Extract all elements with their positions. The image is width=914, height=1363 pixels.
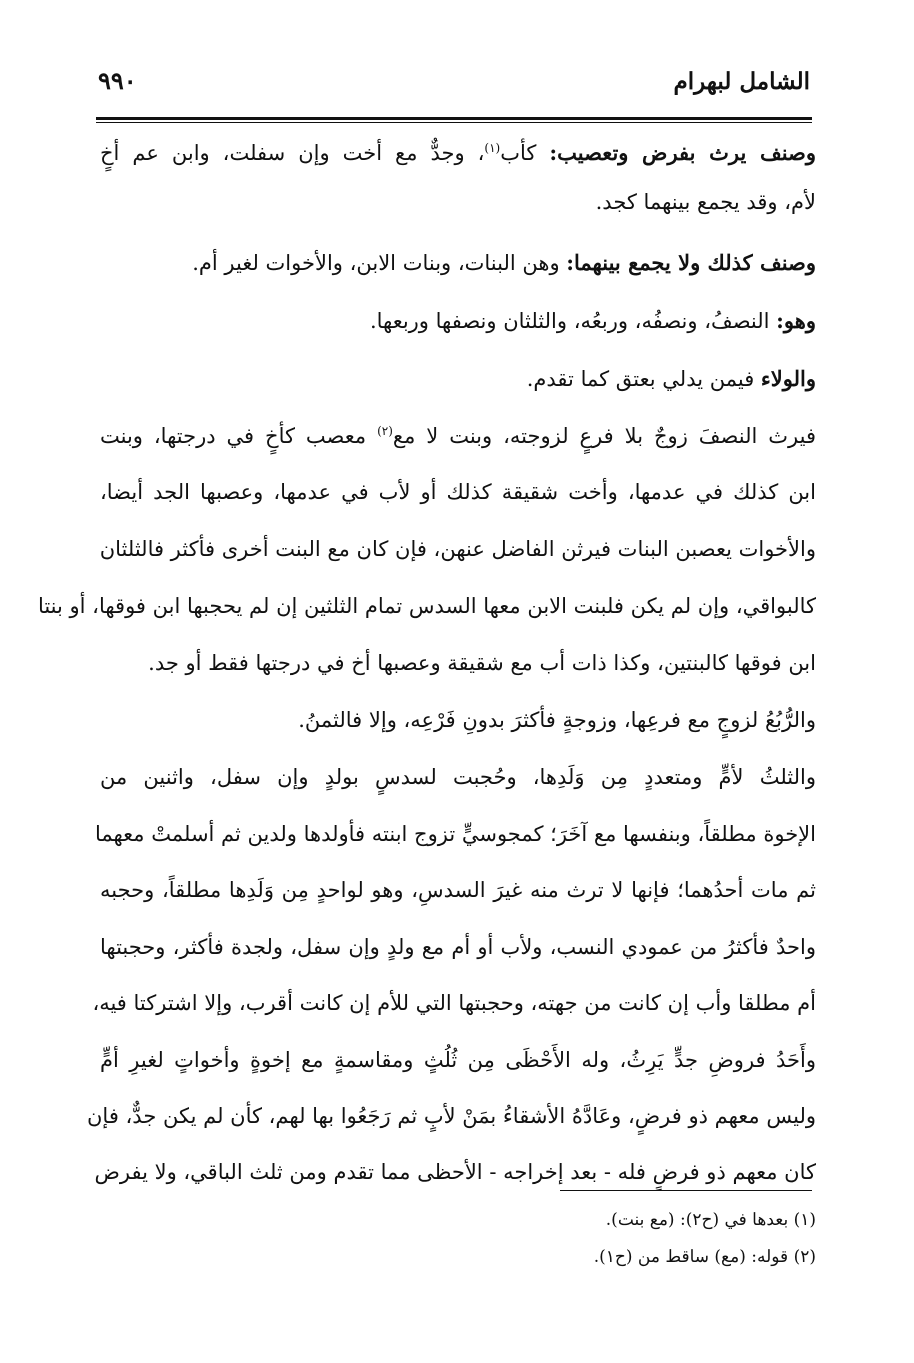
line-text: معصب كأخٍ في درجتها، وبنت bbox=[100, 424, 378, 448]
line-text: والرُّبُعُ لزوجٍ مع فرعِها، وزوجةٍ فأكثرَ بدونِ فَرْعِه، وإلا فالثمنُ. bbox=[298, 708, 816, 732]
bold-lead-in: والولاء bbox=[760, 366, 816, 391]
body-line bbox=[100, 1050, 816, 1071]
line-text: وهن البنات، وبنات الابن، والأخوات لغير أم. bbox=[192, 251, 567, 275]
body-line bbox=[100, 767, 816, 788]
header-rule-thin bbox=[96, 122, 812, 123]
line-text: الإخوة مطلقاً، وبنفسها مع آخَرَ؛ كمجوسيٍّ تزوج ابنته فأولدها ولدين ثم أسلمتْ معهما bbox=[94, 822, 816, 846]
line-text: ، وجدٌّ مع أخت وإن سفلت، وابن عم أخٍ bbox=[100, 141, 485, 165]
line-text: والثلثُ لأمٍّ ومتعددٍ مِن وَلَدِها، وحُجبت لسدسٍ بولدٍ وإن سفل، واثنين من bbox=[100, 765, 816, 789]
bold-lead-in: وصنف يرث بفرض وتعصيب: bbox=[549, 140, 817, 165]
line-text: كان معهم ذو فرضٍ فله - بعد إخراجه - الأحظى مما تقدم ومن ثلث الباقي، ولا يفرض bbox=[94, 1160, 816, 1184]
body-line bbox=[100, 425, 816, 447]
running-title: الشامل لبهرام bbox=[673, 68, 810, 95]
body-line bbox=[100, 880, 816, 901]
body-line bbox=[100, 142, 816, 164]
page-number: ٩٩٠ bbox=[98, 66, 137, 95]
line-text: لأم، وقد يجمع بينهما كجد. bbox=[595, 190, 816, 214]
body-line bbox=[370, 310, 816, 332]
line-text: والأخوات يعصبن البنات فيرثن الفاضل عنهن، فإن كان مع البنت أخرى فأكثر فالثلثان bbox=[99, 537, 816, 561]
bold-lead-in: وصنف كذلك ولا يجمع بينهما: bbox=[566, 250, 816, 275]
body-line bbox=[100, 539, 816, 560]
body-line bbox=[192, 252, 816, 274]
footnote-2: (٢) قوله: (مع) ساقط من (ح١). bbox=[593, 1247, 816, 1267]
line-text: فيرث النصفَ زوجٌ بلا فرعٍ لزوجته، وبنت لا مع bbox=[392, 424, 816, 448]
footnote-marker: (٢) bbox=[377, 424, 393, 438]
line-text: كالبواقي، وإن لم يكن فلبنت الابن معها السدس تمام الثلثين إن لم يحجبها ابن فوقها، أو بنتا bbox=[37, 594, 816, 618]
body-line bbox=[148, 653, 816, 674]
footnote-separator bbox=[560, 1190, 812, 1191]
body-line bbox=[298, 710, 816, 731]
body-line bbox=[527, 368, 816, 390]
body-line bbox=[100, 482, 816, 503]
line-text: النصفُ، ونصفُه، وربعُه، والثلثان ونصفها وربعها. bbox=[369, 309, 777, 333]
body-line bbox=[94, 822, 816, 846]
line-text: أم مطلقا وأب إن كانت من جهته، وحجبتها التي للأم إن كانت أقرب، وإلا اشتركتا فيه، bbox=[92, 991, 816, 1015]
bold-lead-in: وهو: bbox=[776, 308, 816, 333]
body-line bbox=[87, 1104, 816, 1128]
header-rule-thick bbox=[96, 117, 812, 120]
line-text: واحدٌ فأكثرُ من عمودي النسب، ولأب أو أم مع ولدٍ وإن سفل، ولجدة فأكثر، وحجبتها bbox=[100, 935, 816, 959]
line-text: كأب bbox=[500, 141, 550, 165]
footnote-marker: (١) bbox=[484, 141, 501, 155]
footnote-1: (١) بعدها في (ح٢): (مع بنت). bbox=[605, 1210, 816, 1230]
body-line bbox=[100, 937, 816, 958]
line-text: ابن كذلك في عدمها، وأخت شقيقة كذلك أو لأب في عدمها، وعصبها الجد أيضا، bbox=[100, 480, 816, 504]
body-line bbox=[94, 1160, 816, 1184]
body-line bbox=[92, 991, 816, 1015]
line-text: ابن فوقها كالبنتين، وكذا ذات أب مع شقيقة وعصبها أخ في درجتها فقط أو جد. bbox=[148, 651, 816, 675]
body-line bbox=[37, 594, 816, 618]
page-header bbox=[98, 66, 810, 106]
line-text: فيمن يدلي بعتق كما تقدم. bbox=[526, 367, 761, 391]
line-text: ثم مات أحدُهما؛ فإنها لا ترث منه غيرَ السدسِ، وهو لواحدٍ مِن وَلَدِها مطلقاً، وحجبه bbox=[100, 878, 816, 902]
line-text: وليس معهم ذو فرضٍ، وعَادَّهُ الأشقاءُ بمَنْ لأبٍ ثم رَجَعُوا بها لهم، كأن لم يكن جدٌّ، فإن bbox=[87, 1104, 816, 1128]
body-line bbox=[596, 192, 816, 213]
line-text: وأَحَدُ فروضِ جدٍّ يَرِثُ، وله الأَحْظَى مِن ثُلُثٍ ومقاسمةٍ مع إخوةٍ وأخواتٍ لغيرِ أمٍّ bbox=[100, 1048, 816, 1072]
